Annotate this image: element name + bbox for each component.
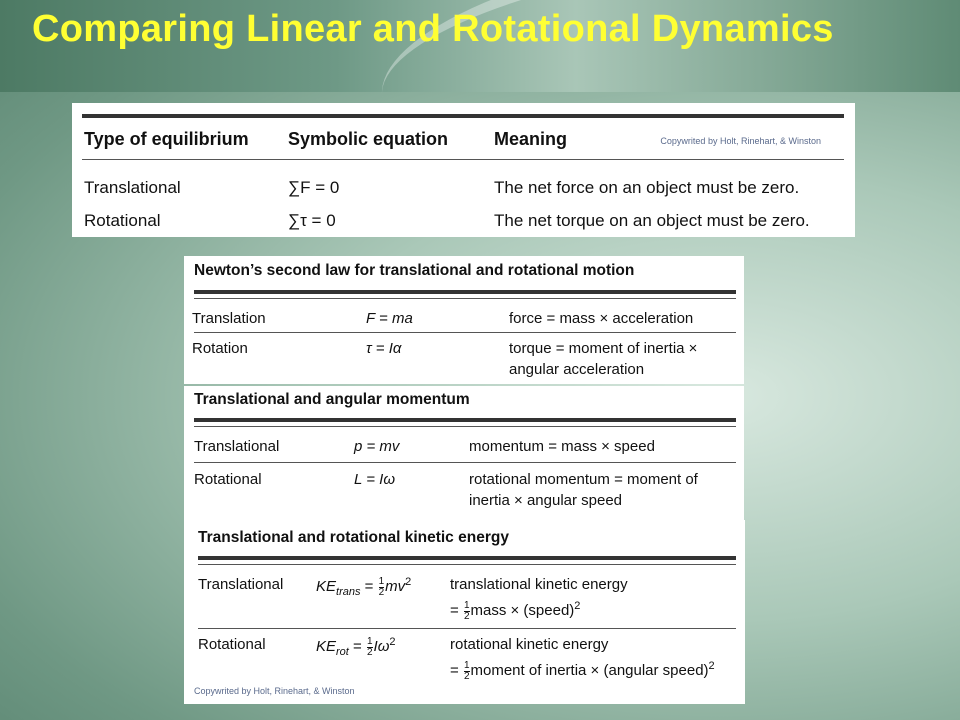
equals-sign: =	[450, 602, 459, 619]
table-rule	[194, 298, 736, 299]
slide-title: Comparing Linear and Rotational Dynamics	[32, 8, 834, 50]
equilibrium-table	[72, 103, 855, 237]
momentum-table	[184, 386, 744, 520]
fraction-numerator: 1	[366, 635, 373, 647]
header-meaning: Meaning	[494, 129, 568, 149]
row-label: Translational	[194, 438, 280, 455]
row-label: Translation	[192, 310, 266, 327]
copyright-note: Copywrited by Holt, Rinehart, & Winston	[194, 686, 355, 696]
row-meaning: The net torque on an object must be zero.	[494, 211, 810, 230]
exponent: 2	[405, 576, 412, 588]
row-label: Translational	[198, 576, 284, 593]
fraction-numerator: 1	[463, 659, 470, 671]
header-type: Type of equilibrium	[84, 129, 249, 149]
row-equation: ∑τ = 0	[288, 211, 336, 230]
table-top-rule	[194, 418, 736, 422]
one-half-fraction	[464, 661, 470, 682]
row-rule	[194, 332, 736, 333]
row-type: Rotational	[84, 211, 161, 230]
row-meaning: momentum = mass × speed	[469, 438, 655, 455]
row-label: Rotational	[194, 471, 262, 488]
momentum-title: Translational and angular momentum	[194, 391, 470, 408]
row-meaning: translational kinetic energy	[450, 576, 628, 593]
ke-rot-equation	[316, 632, 396, 663]
ke-expression: Iω	[373, 638, 390, 655]
row-meaning: The net force on an object must be zero.	[494, 178, 800, 197]
kinetic-energy-table	[184, 520, 745, 704]
fraction-denominator: 2	[463, 610, 470, 622]
newton-title: Newton’s second law for translational and rotational motion	[194, 262, 635, 279]
fraction-denominator: 2	[378, 586, 385, 598]
equals-sign: =	[364, 578, 374, 595]
meaning-text: mass × (speed)	[470, 602, 575, 619]
row-meaning: inertia × angular speed	[469, 492, 623, 509]
row-meaning: rotational momentum = moment of	[469, 471, 698, 488]
row-rule	[198, 628, 736, 629]
meaning-text: moment of inertia × (angular speed)	[470, 662, 709, 679]
equals-sign: =	[353, 638, 362, 655]
ke-symbol: KE	[316, 638, 337, 655]
row-type: Translational	[84, 178, 181, 197]
one-half-fraction	[367, 637, 373, 658]
table-top-rule	[198, 556, 736, 560]
table-top-rule	[194, 290, 736, 294]
copyright-note: Copywrited by Holt, Rinehart, & Winston	[660, 136, 821, 146]
ke-symbol: KE	[316, 578, 337, 595]
row-equation: F = ma	[366, 310, 413, 327]
ke-subscript: rot	[336, 646, 349, 658]
ke-expression: mv	[385, 578, 406, 595]
fraction-numerator: 1	[378, 575, 385, 587]
row-meaning-line-2	[450, 596, 580, 622]
row-equation: τ = Iα	[366, 340, 402, 357]
row-meaning: rotational kinetic energy	[450, 636, 609, 653]
header-rule	[82, 159, 844, 160]
row-meaning: angular acceleration	[509, 361, 645, 378]
table-rule	[194, 426, 736, 427]
fraction-numerator: 1	[463, 599, 470, 611]
fraction-denominator: 2	[366, 646, 373, 658]
ke-trans-equation	[316, 572, 411, 603]
row-meaning: force = mass × acceleration	[509, 310, 694, 327]
ke-subscript: trans	[336, 586, 361, 598]
row-equation: ∑F = 0	[288, 178, 340, 197]
row-label: Rotational	[198, 636, 266, 653]
fraction-denominator: 2	[463, 670, 470, 682]
exponent: 2	[574, 600, 581, 612]
one-half-fraction	[464, 601, 470, 622]
newton-table	[184, 256, 744, 384]
exponent: 2	[389, 636, 396, 648]
one-half-fraction	[379, 577, 385, 598]
exponent: 2	[708, 660, 715, 672]
row-equation: p = mv	[354, 438, 400, 455]
kinetic-title: Translational and rotational kinetic energy	[198, 529, 509, 546]
row-label: Rotation	[192, 340, 248, 357]
row-rule	[194, 462, 736, 463]
equals-sign: =	[450, 662, 459, 679]
table-top-rule	[82, 114, 844, 118]
row-meaning-line-2	[450, 656, 715, 682]
table-rule	[198, 564, 736, 565]
row-meaning: torque = moment of inertia ×	[509, 340, 698, 357]
header-equation: Symbolic equation	[288, 129, 449, 149]
row-equation: L = Iω	[354, 471, 396, 488]
